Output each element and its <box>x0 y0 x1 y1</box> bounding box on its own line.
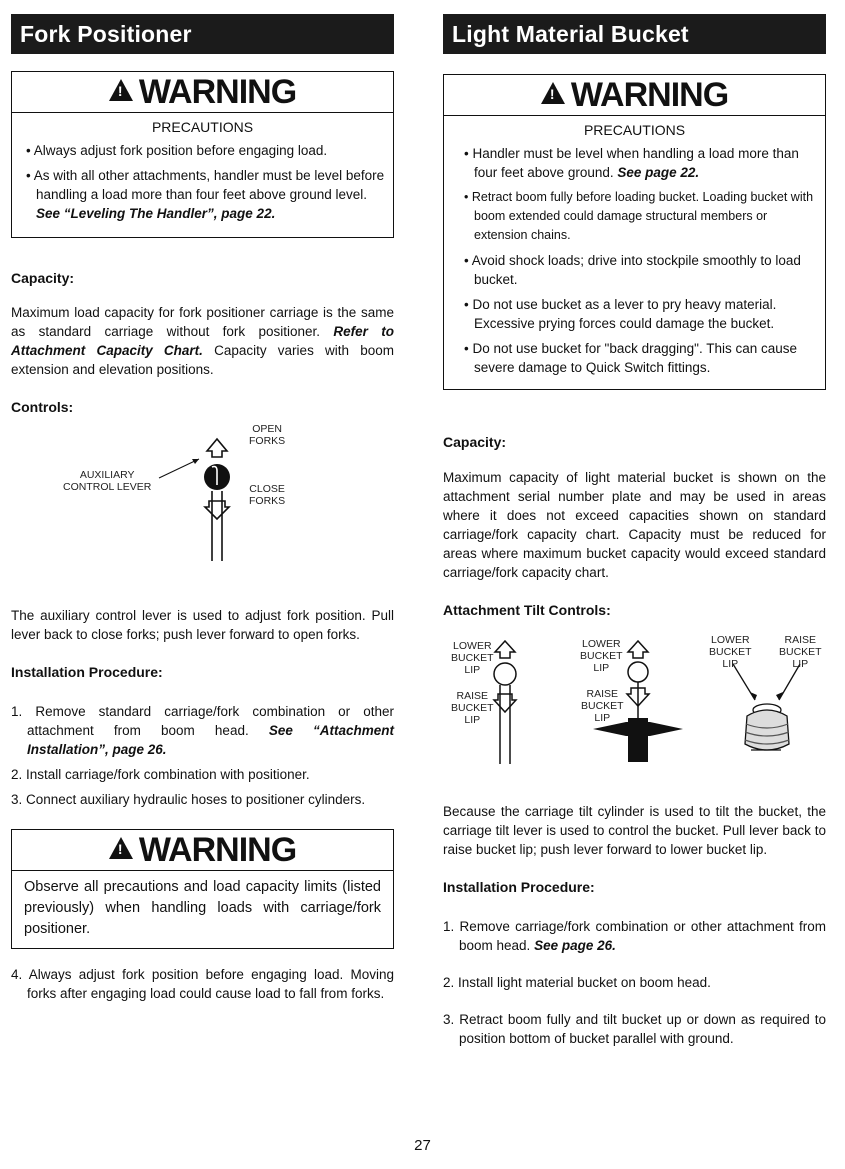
precaution-bullet: • Do not use bucket as a lever to pry heavy material. Excessive prying forces could damage the bucket. <box>452 295 817 333</box>
capacity-paragraph: Maximum capacity of light material bucket is shown on the attachment serial number plate and may be used in areas where it does not exceed capacities shown on standard carriage/fork capacity chart. Capacity must be reduced for areas where maximum bucket capacity would exceed standard carriage/fork capacity chart. <box>443 470 826 580</box>
installation-step: 2. Install light material bucket on boom head. <box>443 975 711 990</box>
tilt-controls-heading: Attachment Tilt Controls: <box>443 602 611 618</box>
warning-title: !WARNING <box>20 72 385 112</box>
precaution-bullet: • As with all other attachments, handler must be level before handling a load more than four feet above ground level. See “Leveling The Handler”, page 22. <box>20 166 385 223</box>
tilt-control-diagram <box>443 632 826 792</box>
installation-step: 1. Remove standard carriage/fork combination or other attachment from boom head. See “Attachment Installation”, page 26. <box>11 704 394 757</box>
precaution-bullet: • Avoid shock loads; drive into stockpile smoothly to load bucket. <box>452 251 817 289</box>
warning-box-bucket-precautions <box>443 74 826 390</box>
warning-divider <box>444 115 825 116</box>
installation-step: 1. Remove carriage/fork combination or other attachment from boom head. See page 26. <box>443 919 826 953</box>
lower-bucket-lip-label: LOWER BUCKET LIP <box>451 640 494 676</box>
warning-divider <box>12 112 393 113</box>
tilt-lever-illustration <box>443 632 826 792</box>
cross-reference: See page 26. <box>534 938 616 953</box>
capacity-heading: Capacity: <box>443 434 507 450</box>
installation-step: 2. Install carriage/fork combination with positioner. <box>11 767 310 782</box>
section-banner-fork-positioner: Fork Positioner <box>11 14 394 54</box>
installation-heading: Installation Procedure: <box>11 664 163 680</box>
open-forks-label: OPEN FORKS <box>249 423 286 447</box>
lower-bucket-lip-label: LOWER BUCKET LIP <box>580 638 623 674</box>
close-forks-label: CLOSE FORKS <box>249 483 286 507</box>
precautions-label: PRECAUTIONS <box>583 122 686 138</box>
precaution-bullet: • Do not use bucket for "back dragging". This can cause severe damage to Quick Switch fittings. <box>452 339 817 377</box>
fork-control-diagram <box>11 423 394 588</box>
warning-title: !WARNING <box>20 830 385 870</box>
cross-reference: See page 22. <box>617 165 700 180</box>
installation-step: 3. Retract boom fully and tilt bucket up or down as required to position bottom of bucket parallel with ground. <box>443 1012 826 1046</box>
page-number: 27 <box>414 1137 431 1154</box>
installation-heading: Installation Procedure: <box>443 879 595 895</box>
raise-bucket-lip-label: RAISE BUCKET LIP <box>581 688 624 724</box>
warning-divider <box>12 870 393 871</box>
precaution-bullet: • Always adjust fork position before engaging load. <box>20 141 385 160</box>
warning-box-load-limits <box>11 829 394 949</box>
control-lever-illustration <box>11 423 394 588</box>
capacity-paragraph: Maximum load capacity for fork positioner carriage is the same as standard carriage without fork positioner. Refer to Attachment Capacity Chart. Capacity varies with boom extension and elevation positions. <box>11 305 394 377</box>
auxiliary-lever-label: AUXILIARY CONTROL LEVER <box>63 469 152 493</box>
warning-title: !WARNING <box>452 75 817 115</box>
capacity-heading: Capacity: <box>11 270 75 286</box>
warning-triangle-icon <box>109 79 133 101</box>
right-column <box>443 14 826 1048</box>
controls-paragraph: The auxiliary control lever is used to adjust fork position. Pull lever back to close forks; push lever forward to open forks. <box>11 608 394 642</box>
precaution-bullet: • Handler must be level when handling a load more than four feet above ground. See page 22. <box>452 144 817 182</box>
cross-reference: Refer to Attachment Capacity Chart. <box>11 324 394 358</box>
installation-step: 3. Connect auxiliary hydraulic hoses to positioner cylinders. <box>11 792 366 807</box>
raise-bucket-lip-label: RAISE BUCKET LIP <box>451 690 494 726</box>
tilt-controls-paragraph: Because the carriage tilt cylinder is used to tilt the bucket, the carriage tilt lever is used to control the bucket. Pull lever back to raise bucket lip; push lever forward to lower bucket lip. <box>443 804 826 857</box>
warning-triangle-icon <box>541 82 565 104</box>
section-banner-light-material-bucket: Light Material Bucket <box>443 14 826 54</box>
warning-box-precautions <box>11 71 394 238</box>
left-column <box>11 14 394 1003</box>
precautions-label: PRECAUTIONS <box>151 119 254 135</box>
cross-reference: See “Attachment Installation”, page 26. <box>27 723 394 757</box>
cross-reference: See “Leveling The Handler”, page 22. <box>36 206 276 221</box>
lower-bucket-lip-label: LOWER BUCKET LIP <box>709 634 752 670</box>
precaution-bullet: • Retract boom fully before loading bucket. Loading bucket with boom extended could damage structural members or extension chains. <box>452 188 817 245</box>
raise-bucket-lip-label: RAISE BUCKET LIP <box>779 634 822 670</box>
warning-text: Observe all precautions and load capacity limits (listed previously) when handling loads with carriage/fork positioner. <box>24 879 381 937</box>
controls-heading: Controls: <box>11 399 74 415</box>
warning-triangle-icon <box>109 837 133 859</box>
installation-step: 4. Always adjust fork position before engaging load. Moving forks after engaging load could cause load to fall from forks. <box>11 967 394 1001</box>
